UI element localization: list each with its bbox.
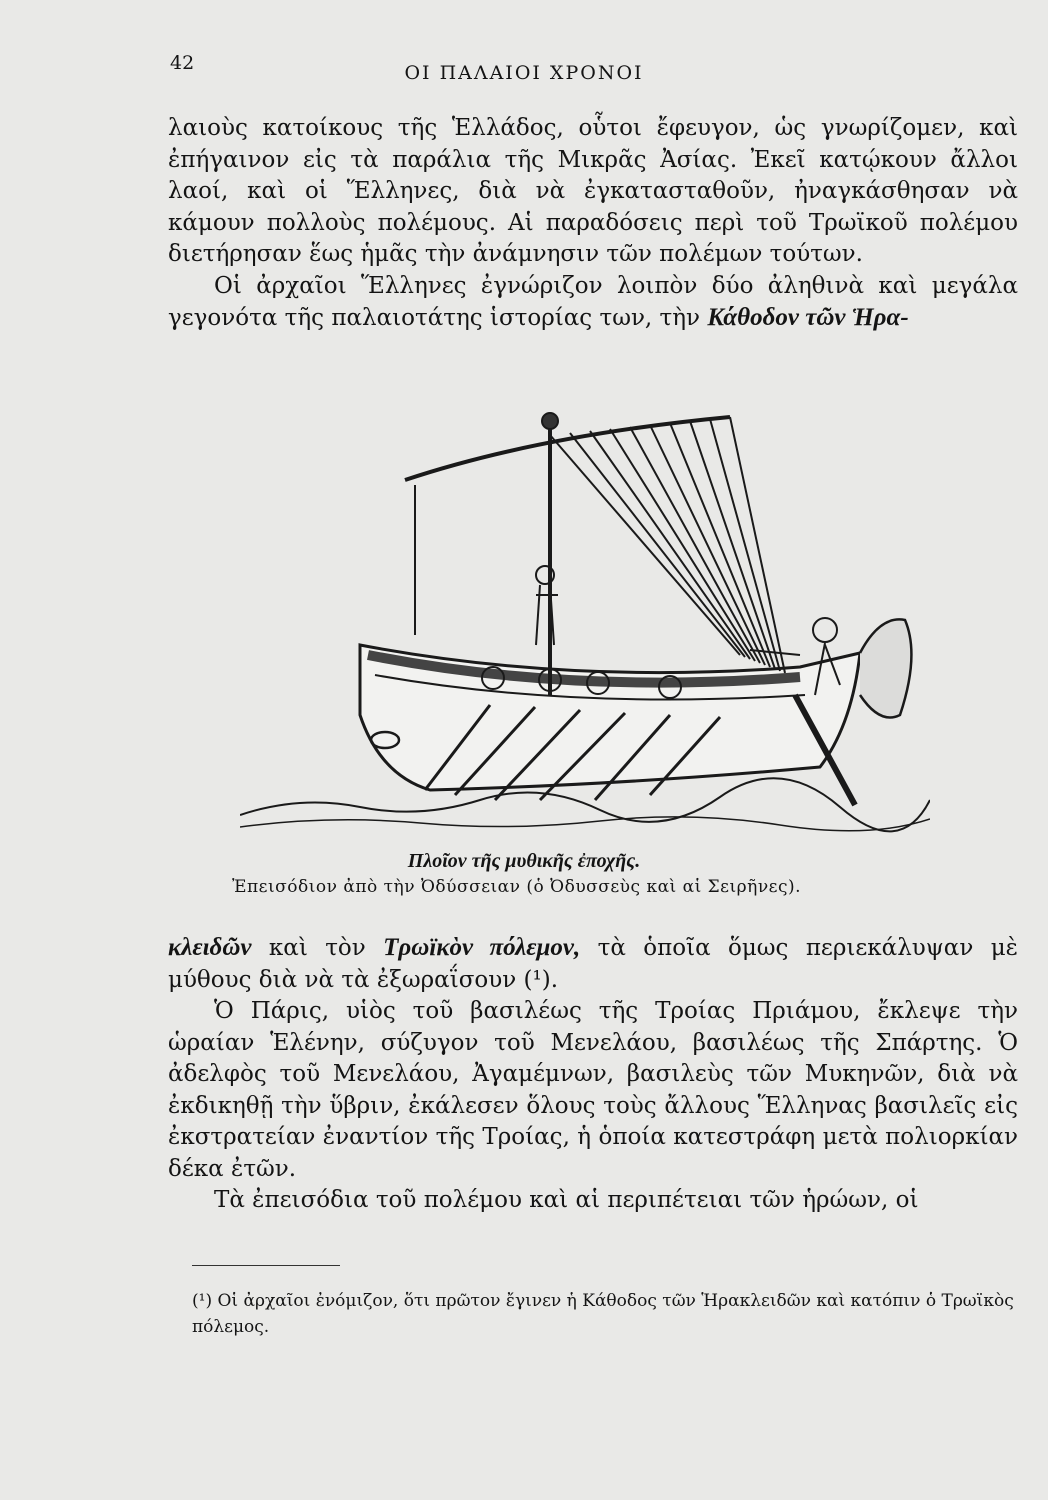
bottom-text-block (168, 932, 1018, 1217)
footnote-divider (192, 1265, 340, 1266)
paragraph-2 (168, 271, 1018, 335)
paragraph-4: Ὁ Πάρις, υἱὸς τοῦ βασιλέως τῆς Τροίας Πριάμου, ἔκλεψε τὴν ὡραίαν Ἑλένην, σύζυγον τοῦ Μενελάου, βασιλέως τῆς Σπάρτης. Ὁ ἀδελφὸς τοῦ Μενελάου, Ἀγαμέμνων, βασιλεὺς τῶν Μυκηνῶν, διὰ νὰ ἐκδικηθῇ τὴν ὕβριν, ἐκάλεσεν ὅλους τοὺς ἄλλους Ἕλληνας βασιλεῖς εἰς ἐκστρατείαν ἐναντίον τῆς Τροίας, ἡ ὁποία κατεστράφη μετὰ πολιορκίαν δέκα ἐτῶν. (168, 998, 1018, 1182)
paragraph-2-text: Οἱ ἀρχαῖοι Ἕλληνες ἐγνώριζον λοιπὸν δύο ἀληθινὰ καὶ μεγάλα γεγονότα τῆς παλαιοτάτης ἱστορίας των, τὴν (168, 272, 1018, 331)
emphasis-herakleidai: κλειδῶν (168, 934, 252, 961)
paragraph-5: Τὰ ἐπεισόδια τοῦ πολέμου καὶ αἱ περιπέτειαι τῶν ἡρώων, οἱ (214, 1187, 919, 1213)
paragraph-3 (168, 932, 1018, 996)
paragraph-1: λαιοὺς κατοίκους τῆς Ἑλλάδος, οὗτοι ἔφευγον, ὡς γνωρίζομεν, καὶ ἐπήγαινον εἰς τὰ παράλια τῆς Μικρᾶς Ἀσίας. Ἐκεῖ κατῴκουν ἄλλοι λαοί, καὶ οἱ Ἕλληνες, διὰ νὰ ἐγκατασταθοῦν, ἠναγκάσθησαν νὰ κάμουν πολλοὺς πολέμους. Αἱ παραδόσεις περὶ τοῦ Τρωϊκοῦ πολέμου διετήρησαν ἕως ἡμᾶς τὴν ἀνάμνησιν τῶν πολέμων τούτων. (168, 115, 1018, 267)
paragraph-3-text-b: τὰ ὁποῖα ὅμως περιεκάλυψαν μὲ μύθους διὰ νὰ τὰ ἐξωραΐσουν (¹). (168, 935, 1018, 993)
footnote-text: (¹) Οἱ ἀρχαῖοι ἐνόμιζον, ὅτι πρῶτον ἔγινεν ἡ Κάθοδος τῶν Ἡρακλειδῶν καὶ κατόπιν ὁ Τρωϊκὸς πόλεμος. (192, 1291, 1014, 1337)
figure-caption-title: Πλοῖον τῆς μυθικῆς ἐποχῆς. (407, 850, 641, 872)
figure-caption-subtitle: Ἐπεισόδιον ἀπὸ τὴν Ὀδύσσειαν (ὁ Ὀδυσσεὺς καὶ αἱ Σειρῆνες). (232, 877, 802, 897)
running-title: ΟΙ ΠΑΛΑΙΟΙ ΧΡΟΝΟΙ (404, 62, 644, 84)
top-text-block (168, 113, 1018, 335)
emphasis-kathodos: Κάθοδον τῶν Ἡρα- (707, 304, 909, 331)
page-number: 42 (170, 52, 195, 74)
ship-drawing (240, 395, 930, 835)
emphasis-trojan-war: Τρωϊκὸν πόλεμον, (383, 934, 581, 961)
ancient-ship-illustration (240, 395, 930, 835)
footnote (192, 1288, 1022, 1340)
paragraph-3-text-a: καὶ τὸν (251, 935, 384, 961)
